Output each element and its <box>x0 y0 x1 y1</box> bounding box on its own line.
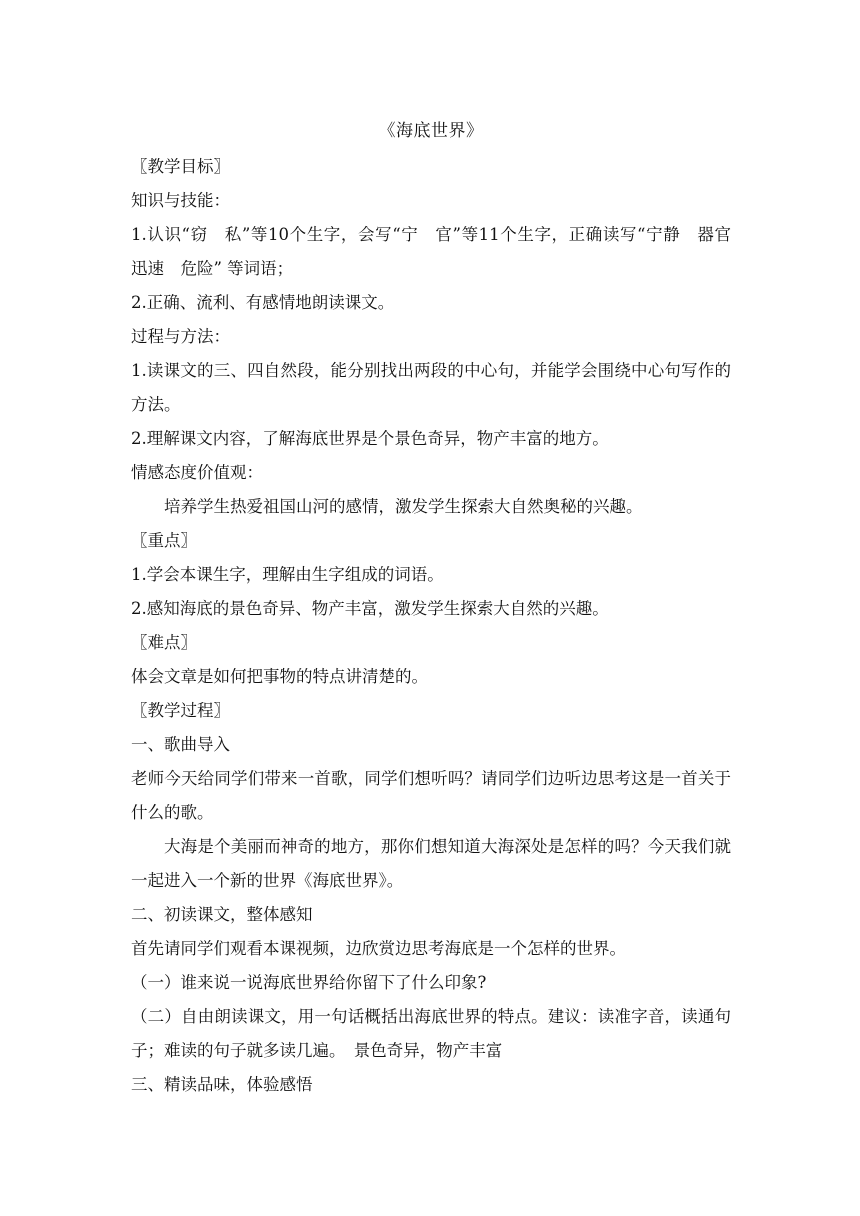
method-item-1: 1.读课文的三、四自然段，能分别找出两段的中心句，并能学会围绕中心句写作的方法。 <box>131 361 731 414</box>
key-point-1: 1.学会本课生字，理解由生字组成的词语。 <box>131 565 444 584</box>
section-heading-teaching-process: 〖教学过程〗 <box>131 701 230 720</box>
document-body <box>131 112 748 1102</box>
step-1-paragraph-2: 大海是个美丽而神奇的地方，那你们想知道大海深处是怎样的吗？今天我们就一起进入一个新的世界《海底世界》。 <box>131 837 731 890</box>
step-heading-2: 二、初读课文，整体感知 <box>131 905 313 924</box>
subheading-emotion-values: 情感态度价值观： <box>131 463 263 482</box>
subheading-process-methods: 过程与方法： <box>131 327 230 346</box>
difficulty-text: 体会文章是如何把事物的特点讲清楚的。 <box>131 667 428 686</box>
section-heading-teaching-goals: 〖教学目标〗 <box>131 157 230 176</box>
step-heading-3: 三、精读品味，体验感悟 <box>131 1075 313 1094</box>
goal-item-1: 1.认识“窃 私”等10个生字，会写“宁 官”等11个生字，正确读写“宁静 器官 迅速 危险” 等词语； <box>131 225 748 278</box>
step-2-question-2: （二）自由朗读课文，用一句话概括出海底世界的特点。建议：读准字音，读通句子；难读的句子就多读几遍。 景色奇异，物产丰富 <box>131 1007 731 1060</box>
goal-item-2: 2.正确、流利、有感情地朗读课文。 <box>131 293 395 312</box>
step-2-paragraph-1: 首先请同学们观看本课视频，边欣赏边思考海底是一个怎样的世界。 <box>131 939 626 958</box>
key-point-2: 2.感知海底的景色奇异、物产丰富，激发学生探索大自然的兴趣。 <box>131 599 609 618</box>
step-heading-1: 一、歌曲导入 <box>131 735 230 754</box>
step-1-paragraph-1: 老师今天给同学们带来一首歌，同学们想听吗？请同学们边听边思考这是一首关于什么的歌。 <box>131 769 731 822</box>
step-2-question-1: （一）谁来说一说海底世界给你留下了什么印象? <box>131 973 487 992</box>
section-heading-difficulty: 〖难点〗 <box>131 633 197 652</box>
emotion-values-text: 培养学生热爱祖国山河的感情，激发学生探索大自然奥秘的兴趣。 <box>164 497 643 516</box>
subheading-knowledge-skills: 知识与技能： <box>131 191 230 210</box>
section-heading-key-points: 〖重点〗 <box>131 531 197 550</box>
method-item-2: 2.理解课文内容，了解海底世界是个景色奇异，物产丰富的地方。 <box>131 429 609 448</box>
document-title: 《海底世界》 <box>378 121 484 141</box>
